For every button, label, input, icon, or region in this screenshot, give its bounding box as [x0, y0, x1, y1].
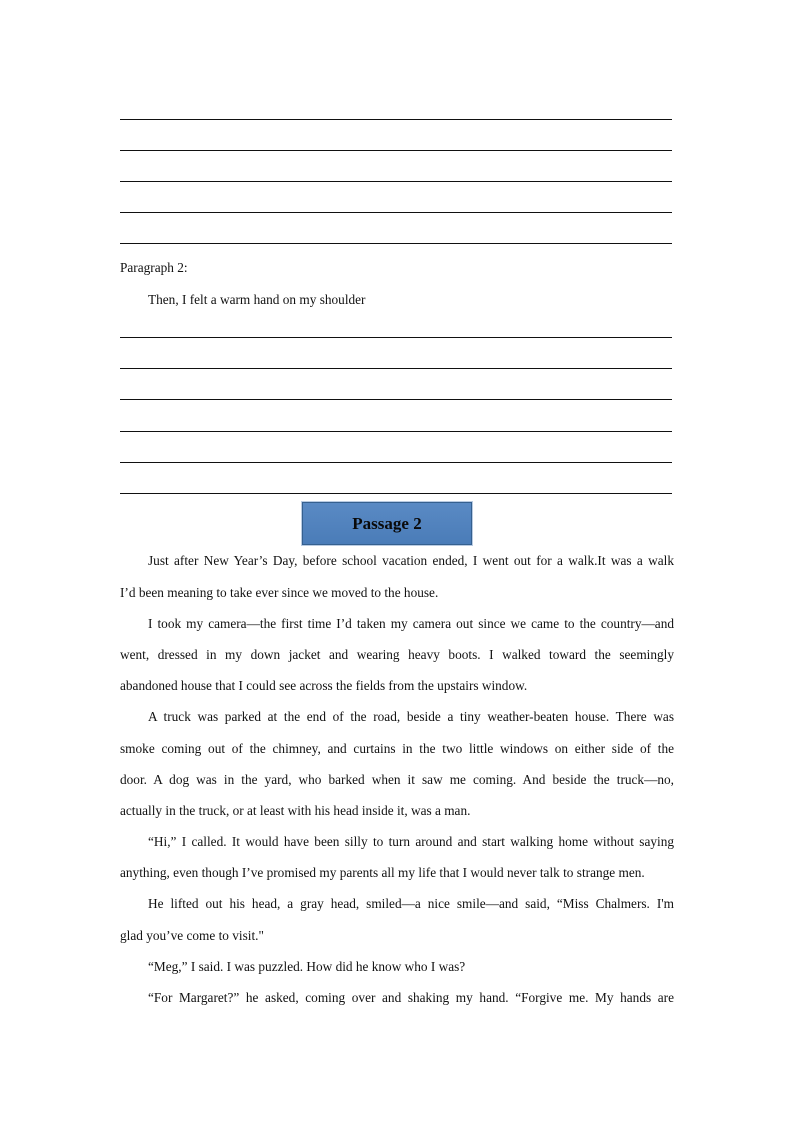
writing-line: [120, 493, 672, 494]
passage-text-line: Just after New Year’s Day, before school vacation ended, I went out for a walk.It was a walk: [148, 553, 674, 569]
paragraph-2-prompt: [120, 252, 674, 314]
passage-text-line: He lifted out his head, a gray head, smiled—a nice smile—and said, “Miss Chalmers. I'm: [148, 896, 674, 912]
paragraph-2-label: Paragraph 2:: [120, 260, 188, 276]
passage-text-line: “Meg,” I said. I was puzzled. How did he know who I was?: [148, 958, 466, 974]
passage-title: Passage 2: [352, 513, 422, 533]
passage-text-line: glad you’ve come to visit.": [120, 927, 264, 943]
writing-line: [120, 337, 672, 338]
passage-text-line: “For Margaret?” he asked, coming over and shaking my hand. “Forgive me. My hands are: [148, 990, 674, 1006]
passage-text-line: I’d been meaning to take ever since we moved to the house.: [120, 584, 439, 600]
passage-heading-box: [302, 502, 472, 545]
passage-text-line: actually in the truck, or at least with his head inside it, was a man.: [120, 802, 471, 818]
passage-text-line: anything, even though I’ve promised my parents all my life that I would never talk to strange men.: [120, 865, 645, 881]
writing-line: [120, 150, 672, 151]
passage-paragraph: [120, 701, 674, 826]
writing-line: [120, 368, 672, 369]
passage-text-line: A truck was parked at the end of the road, beside a tiny weather-beaten house. There was: [148, 709, 674, 725]
passage-body: [120, 545, 674, 1013]
writing-line: [120, 431, 672, 432]
writing-line: [120, 399, 672, 400]
writing-line: [120, 462, 672, 463]
passage-paragraph: [120, 888, 674, 950]
writing-line: [120, 119, 672, 120]
passage-text-line: door. A dog was in the yard, who barked when it saw me coming. And beside the truck—no,: [120, 771, 674, 787]
passage-paragraph: [120, 826, 674, 888]
passage-text-line: abandoned house that I could see across the fields from the upstairs window.: [120, 678, 528, 694]
passage-paragraph: [120, 545, 674, 607]
writing-line: [120, 212, 672, 213]
writing-line: [120, 181, 672, 182]
passage-text-line: “Hi,” I called. It would have been silly to turn around and start walking home without saying: [148, 834, 674, 850]
writing-line: [120, 243, 672, 244]
passage-paragraph: [120, 608, 674, 702]
passage-text-line: smoke coming out of the chimney, and curtains in the two little windows on either side of the: [120, 740, 674, 756]
passage-text-line: I took my camera—the first time I’d taken my camera out since we came to the country—and: [148, 615, 674, 631]
paragraph-2-opening-sentence: Then, I felt a warm hand on my shoulder: [148, 291, 366, 307]
passage-paragraph: [120, 951, 674, 982]
passage-paragraph: [120, 982, 674, 1013]
passage-text-line: went, dressed in my down jacket and wearing heavy boots. I walked toward the seemingly: [120, 646, 674, 662]
